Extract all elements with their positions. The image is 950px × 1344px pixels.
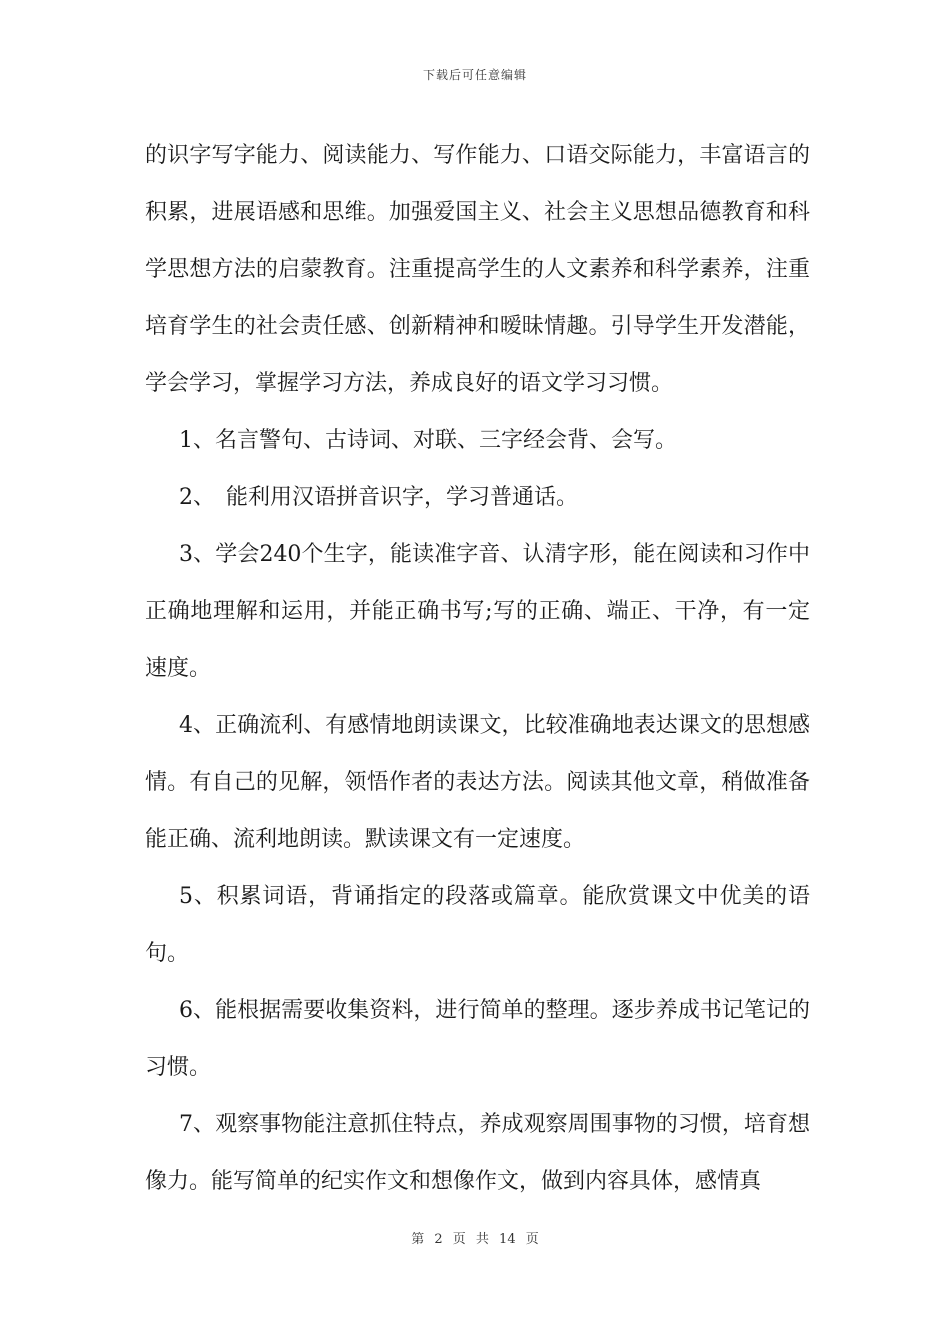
paragraph-continuation: 的识字写字能力、阅读能力、写作能力、口语交际能力，丰富语言的积累，进展语感和思维。加强爱国主义、社会主义思想品德教育和科学思想方法的启蒙教育。注重提高学生的人文素养和科学素养，注重培育学生的社会责任感、创新精神和暧昧情趣。引导学生开发潜能，学会学习，掌握学习方法，养成良好的语文学习习惯。	[145, 143, 810, 396]
list-item-2: 2、 能利用汉语拼音识字，学习普通话。	[179, 485, 578, 510]
page-header: 下载后可任意编辑	[422, 68, 527, 82]
list-item-6: 6、能根据需要收集资料，进行简单的整理。逐步养成书记笔记的习惯。	[145, 998, 810, 1080]
list-item-1: 1、名言警句、古诗词、对联、三字经会背、会写。	[179, 428, 677, 453]
list-item-7: 7、观察事物能注意抓住特点，养成观察周围事物的习惯，培育想像力。能写简单的纪实作文和想像作文，做到内容具体，感情真	[145, 1112, 810, 1194]
page-number: 第 2 页 共 14 页	[411, 1232, 539, 1247]
list-item-5: 5、积累词语，背诵指定的段落或篇章。能欣赏课文中优美的语句。	[145, 884, 810, 966]
list-item-4: 4、正确流利、有感情地朗读课文，比较准确地表达课文的思想感情。有自己的见解，领悟作者的表达方法。阅读其他文章，稍做准备能正确、流利地朗读。默读课文有一定速度。	[145, 713, 810, 852]
document-body	[145, 127, 810, 1210]
list-item-3: 3、学会240个生字，能读准字音、认清字形，能在阅读和习作中正确地理解和运用，并能正确书写;写的正确、端正、干净，有一定速度。	[145, 542, 810, 681]
